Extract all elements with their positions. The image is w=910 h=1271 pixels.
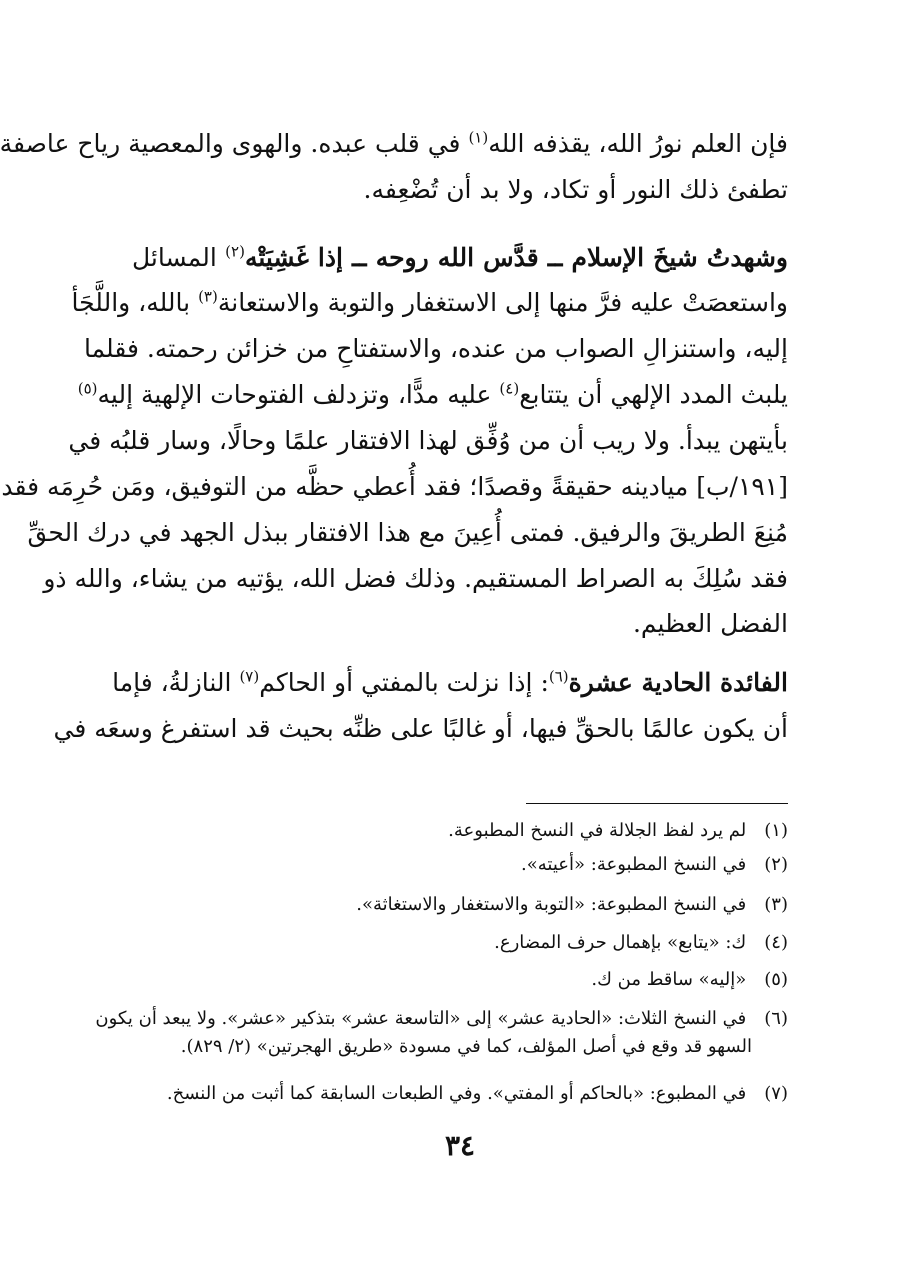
- footnote-separator: [526, 803, 788, 804]
- body-line: [83, 332, 788, 366]
- body-line: [112, 666, 788, 700]
- body-text: بالله، واللَّجَأ: [71, 288, 199, 317]
- footnote: [128, 929, 788, 957]
- page-number: ٣٤: [444, 1129, 476, 1162]
- footnote: [128, 851, 788, 879]
- footnote-number: (٤): [764, 932, 788, 953]
- footnote-ref: (٢): [225, 242, 245, 261]
- footnote-text: في النسخ المطبوعة: «التوبة والاستغفار والاستغاثة».: [356, 894, 747, 915]
- body-text: تطفئ ذلك النور أو تكاد، ولا بد أن تُضْعِفه.: [363, 175, 788, 204]
- body-line: [27, 516, 788, 550]
- footnote-text: في المطبوع: «بالحاكم أو المفتي». وفي الطبعات السابقة كما أثبت من النسخ.: [166, 1083, 747, 1104]
- footnote: [128, 1080, 788, 1108]
- body-text: إليه، واستنزالِ الصواب من عنده، والاستفتاحِ من خزائن رحمته. فقلما: [83, 334, 788, 363]
- body-line: [132, 241, 788, 275]
- footnote-ref: (١): [468, 128, 489, 147]
- body-text: النازلةُ، فإما: [112, 668, 240, 697]
- footnote-text: ك: «يتابع» بإهمال حرف المضارع.: [494, 932, 747, 953]
- footnote: [95, 1005, 788, 1061]
- footnote: [128, 891, 788, 919]
- body-text: الفضل العظيم.: [632, 609, 788, 638]
- body-line: [0, 127, 788, 161]
- footnote-ref: (٥): [77, 379, 98, 398]
- footnote-ref: (٣): [198, 287, 218, 306]
- body-line: [68, 424, 788, 458]
- body-text: : إذا نزلت بالمفتي أو الحاكم: [259, 668, 549, 697]
- body-line: [132, 607, 788, 641]
- body-text: عليه مدًّا، وتزدلف الفتوحات الإلهية إليه: [97, 380, 500, 409]
- body-text: بأيتهن يبدأ. ولا ريب أن من وُفِّق لهذا الافتقار علمًا وحالًا، وسار قلبُه في: [68, 426, 788, 455]
- body-line: [77, 378, 788, 412]
- footnote-number: (٥): [764, 969, 788, 990]
- footnote-text-continued: السهو قد وقع في أصل المؤلف، كما في مسودة «طريق الهجرتين» (٢/ ٨٢٩).: [180, 1036, 752, 1057]
- footnote-number: (١): [764, 820, 788, 841]
- body-text: فقد سُلِكَ به الصراط المستقيم. وذلك فضل الله، يؤتيه من يشاء، والله ذو: [43, 564, 788, 593]
- body-text: يلبث المدد الإلهي أن يتتابع: [519, 380, 788, 409]
- footnote-number: (٦): [764, 1008, 788, 1029]
- body-line: [1, 470, 788, 504]
- body-text: المسائل: [132, 243, 226, 272]
- body-text: واستعصَتْ عليه فرَّ منها إلى الاستغفار والتوبة والاستعانة: [217, 288, 788, 317]
- body-text: في قلب عبده. والهوى والمعصية رياح عاصفة: [0, 129, 469, 158]
- body-line: [132, 173, 788, 207]
- footnote-text: لم يرد لفظ الجلالة في النسخ المطبوعة.: [448, 820, 747, 841]
- footnote-ref: (٧): [239, 667, 260, 686]
- body-line: [53, 712, 788, 746]
- body-text: أن يكون عالمًا بالحقِّ فيها، أو غالبًا على ظنِّه بحيث قد استفرغ وسعَه في: [53, 714, 788, 743]
- footnote-text: في النسخ الثلاث: «الحادية عشر» إلى «التاسعة عشر» بتذكير «عشر». ولا يبعد أن يكون: [95, 1008, 747, 1029]
- footnote-number: (٣): [764, 894, 788, 915]
- paragraph-lead: وشهدتُ شيخَ الإسلام ــ قدَّس الله روحه ــ إذا غَشِيَتْه: [244, 243, 789, 272]
- footnote-ref: (٤): [499, 379, 520, 398]
- body-text: [١٩١/ب] ميادينه حقيقةً وقصدًا؛ فقد أُعطي حظَّه من التوفيق، ومَن حُرِمَه فقد: [1, 472, 788, 501]
- footnote-ref: (٦): [548, 667, 569, 686]
- body-line: [43, 562, 788, 596]
- footnote-text: «إليه» ساقط من ك.: [591, 969, 747, 990]
- body-text: مُنِعَ الطريقَ والرفيق. فمتى أُعِينَ مع هذا الافتقار ببذل الجهد في درك الحقِّ: [27, 518, 788, 547]
- footnote: [128, 966, 788, 994]
- body-line: [71, 286, 788, 320]
- body-text: فإن العلم نورُ الله، يقذفه الله: [488, 129, 788, 158]
- footnote-text: في النسخ المطبوعة: «أعيته».: [521, 854, 747, 875]
- section-heading: الفائدة الحادية عشرة: [568, 668, 788, 697]
- footnote-number: (٧): [764, 1083, 788, 1104]
- footnote: [128, 817, 788, 845]
- footnote-number: (٢): [764, 854, 788, 875]
